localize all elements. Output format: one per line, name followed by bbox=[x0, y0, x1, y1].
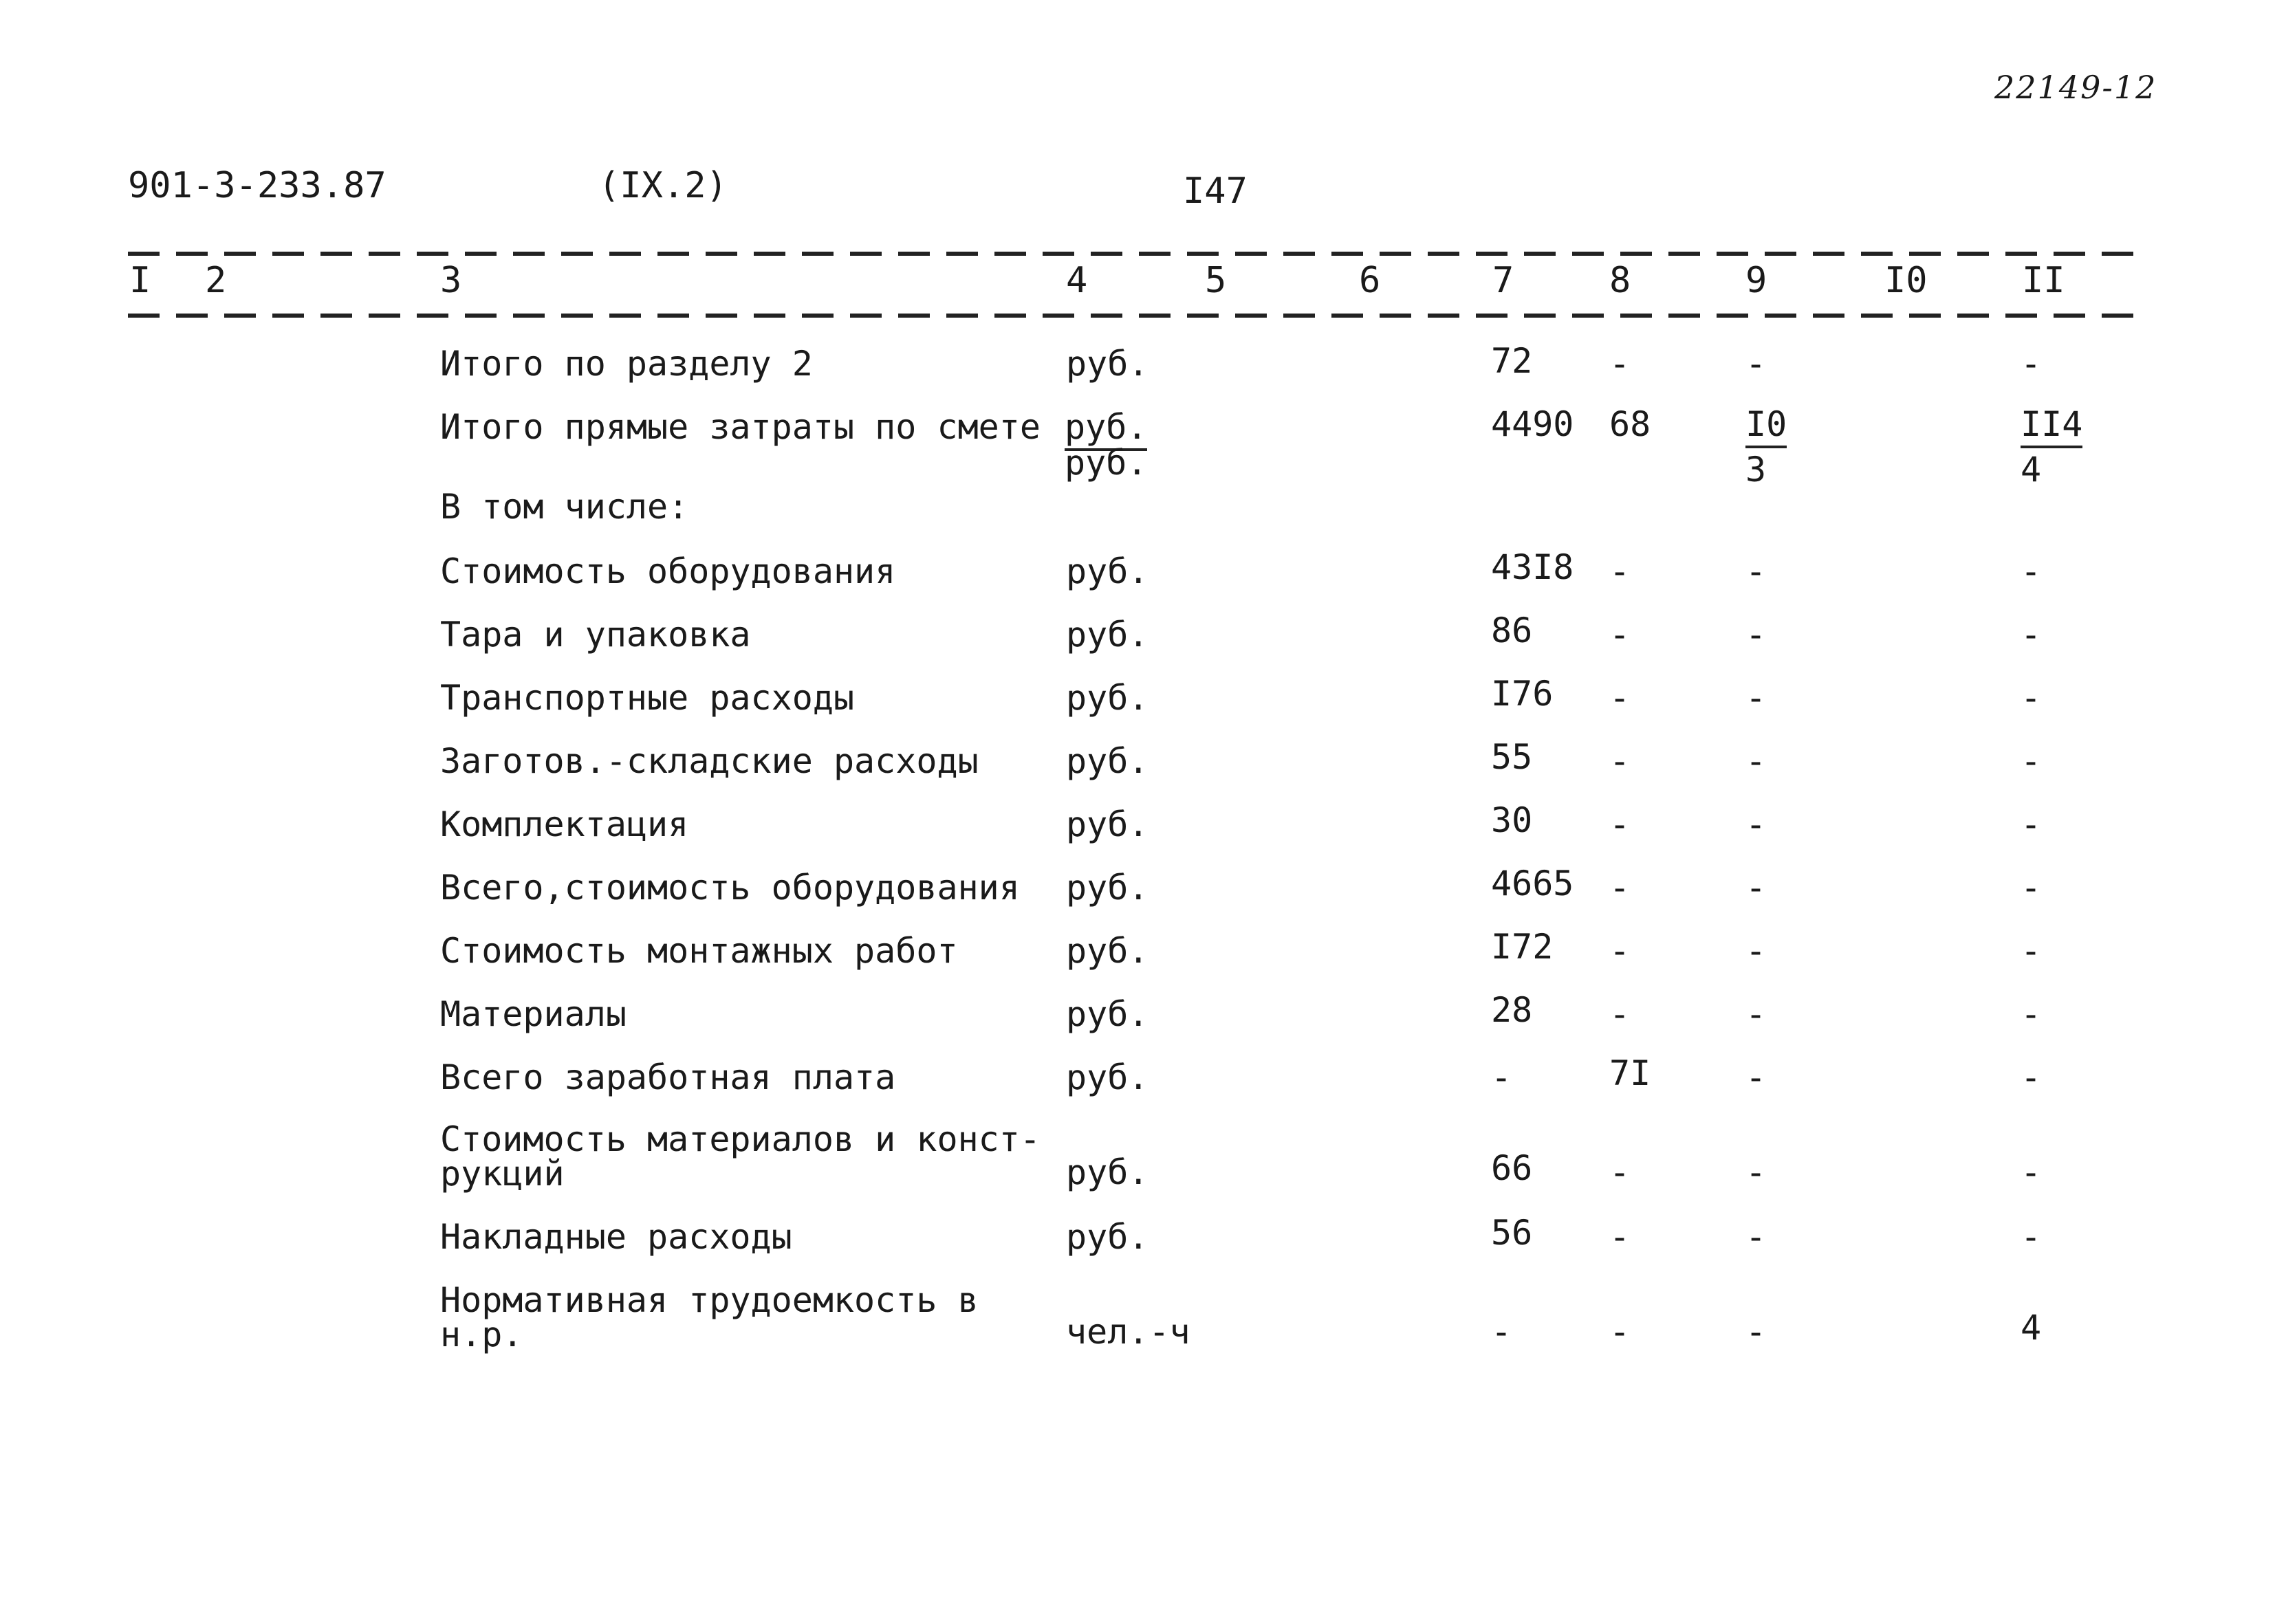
cell-col8: - bbox=[1609, 1152, 1631, 1192]
row-unit: руб. bbox=[1066, 931, 1149, 971]
cell-col7: 72 bbox=[1491, 341, 1533, 381]
cell-col7: 55 bbox=[1491, 737, 1533, 777]
row-name: Стоимость оборудования bbox=[440, 551, 896, 591]
cell-col9: - bbox=[1745, 551, 1767, 591]
cell-col9: - bbox=[1745, 994, 1767, 1034]
cell-col9: - bbox=[1745, 1152, 1767, 1192]
row-name: Накладные расходы bbox=[440, 1217, 792, 1257]
cell-col11: 4 bbox=[2021, 1308, 2042, 1348]
cell-col11: - bbox=[2021, 994, 2042, 1034]
cell-col11: - bbox=[2021, 741, 2042, 781]
unit-numerator: руб. bbox=[1065, 410, 1147, 451]
cell-col7: 30 bbox=[1491, 800, 1533, 840]
cell-col11: - bbox=[2021, 931, 2042, 971]
column-header: II bbox=[2022, 260, 2065, 301]
cell-col8: - bbox=[1609, 804, 1631, 844]
unit-denominator: руб. bbox=[1065, 443, 1148, 483]
cell-col8: - bbox=[1609, 615, 1631, 655]
row-name: Транспортные расходы bbox=[440, 678, 855, 718]
fraction-numerator: I0 bbox=[1745, 407, 1787, 448]
row-name: Тара и упаковка bbox=[440, 615, 751, 655]
row-name: Итого по разделу 2 bbox=[440, 344, 813, 384]
cell-col7: 4665 bbox=[1491, 864, 1574, 903]
cell-col9: - bbox=[1745, 931, 1767, 971]
row-name: Нормативная трудоемкость в н.р. bbox=[440, 1280, 979, 1354]
column-header: 9 bbox=[1745, 260, 1767, 301]
cell-col7: 86 bbox=[1491, 611, 1533, 650]
cell-col9: - bbox=[1745, 1312, 1767, 1352]
row-unit: чел.-ч bbox=[1066, 1312, 1190, 1352]
cell-col11: - bbox=[2021, 344, 2042, 384]
cell-col8: - bbox=[1609, 868, 1631, 908]
row-unit: руб. bbox=[1066, 741, 1149, 781]
cell-col8: - bbox=[1609, 344, 1631, 384]
cell-col7: - bbox=[1491, 1057, 1512, 1097]
column-header: 2 bbox=[205, 260, 227, 301]
column-header: 6 bbox=[1359, 260, 1381, 301]
column-header: I bbox=[129, 260, 151, 301]
column-header: I0 bbox=[1884, 260, 1928, 301]
cell-col11: - bbox=[2021, 678, 2042, 718]
cell-col9: - bbox=[1745, 741, 1767, 781]
cell-col8: - bbox=[1609, 931, 1631, 971]
cell-col9: - bbox=[1745, 868, 1767, 908]
row-name: Всего заработная плата bbox=[440, 1057, 896, 1097]
cell-col7: - bbox=[1491, 1312, 1512, 1352]
cell-col9: - bbox=[1745, 344, 1767, 384]
row-unit: руб. bbox=[1066, 344, 1149, 384]
cell-col7: 4490 bbox=[1491, 404, 1574, 444]
row-name: В том числе: bbox=[440, 487, 689, 527]
column-header: 7 bbox=[1492, 260, 1514, 301]
column-header: 5 bbox=[1205, 260, 1227, 301]
cell-col7: 56 bbox=[1491, 1213, 1533, 1253]
cell-col7: 28 bbox=[1491, 990, 1533, 1030]
cell-col9: - bbox=[1745, 615, 1767, 655]
cell-col7: I76 bbox=[1491, 674, 1554, 714]
cell-col8: - bbox=[1609, 741, 1631, 781]
row-name: Стоимость материалов и конст- рукций bbox=[440, 1119, 1041, 1194]
header-bottom-rule bbox=[128, 314, 2143, 318]
cell-col11: - bbox=[2021, 868, 2042, 908]
column-header: 3 bbox=[440, 260, 462, 301]
cell-col8: 7I bbox=[1609, 1053, 1651, 1093]
row-unit: руб. bbox=[1066, 615, 1149, 655]
cell-col7: 66 bbox=[1491, 1148, 1533, 1188]
document-code: 901-3-233.87 bbox=[128, 165, 387, 206]
row-unit: руб. bbox=[1066, 551, 1149, 591]
unit-fraction bbox=[1065, 407, 1148, 483]
cell-col8: - bbox=[1609, 678, 1631, 718]
cell-col11: - bbox=[2021, 804, 2042, 844]
cell-col11: - bbox=[2021, 1217, 2042, 1257]
cell-col9: - bbox=[1745, 1217, 1767, 1257]
row-unit: руб. bbox=[1066, 678, 1149, 718]
row-name: Всего,стоимость оборудования bbox=[440, 868, 1020, 908]
row-name: Итого прямые затраты по смете bbox=[440, 407, 1041, 447]
cell-col11: - bbox=[2021, 1152, 2042, 1192]
row-name: Заготов.-складские расходы bbox=[440, 741, 979, 781]
row-name: Материалы bbox=[440, 994, 627, 1034]
cell-col8: - bbox=[1609, 1217, 1631, 1257]
cell-col11: - bbox=[2021, 1057, 2042, 1097]
cell-col9-fraction bbox=[1745, 404, 1787, 490]
handwritten-archive-number: 22149-12 bbox=[1994, 69, 2157, 106]
cell-col11: - bbox=[2021, 615, 2042, 655]
cell-col8: - bbox=[1609, 551, 1631, 591]
cell-col8: - bbox=[1609, 1312, 1631, 1352]
row-name: Стоимость монтажных работ bbox=[440, 931, 958, 971]
cell-col9: - bbox=[1745, 804, 1767, 844]
section-code: (IX.2) bbox=[598, 165, 728, 206]
cell-col8: - bbox=[1609, 994, 1631, 1034]
cell-col7: 43I8 bbox=[1491, 547, 1574, 587]
page-number: I47 bbox=[1183, 171, 1248, 212]
row-name: Комплектация bbox=[440, 804, 689, 844]
row-unit: руб. bbox=[1066, 868, 1149, 908]
header-top-rule bbox=[128, 252, 2143, 256]
fraction-denominator: 3 bbox=[1745, 450, 1767, 490]
row-unit: руб. bbox=[1066, 1217, 1149, 1257]
cell-col11: - bbox=[2021, 551, 2042, 591]
row-unit: руб. bbox=[1066, 1152, 1149, 1192]
row-unit: руб. bbox=[1066, 994, 1149, 1034]
cell-col7: I72 bbox=[1491, 927, 1554, 967]
column-header: 8 bbox=[1609, 260, 1631, 301]
cell-col8: 68 bbox=[1609, 404, 1651, 444]
fraction-numerator: II4 bbox=[2021, 407, 2082, 448]
column-header: 4 bbox=[1066, 260, 1088, 301]
cell-col9: - bbox=[1745, 678, 1767, 718]
cell-col11-fraction bbox=[2021, 404, 2083, 490]
cell-col9: - bbox=[1745, 1057, 1767, 1097]
row-unit: руб. bbox=[1066, 804, 1149, 844]
row-unit: руб. bbox=[1066, 1057, 1149, 1097]
fraction-denominator: 4 bbox=[2021, 450, 2042, 490]
